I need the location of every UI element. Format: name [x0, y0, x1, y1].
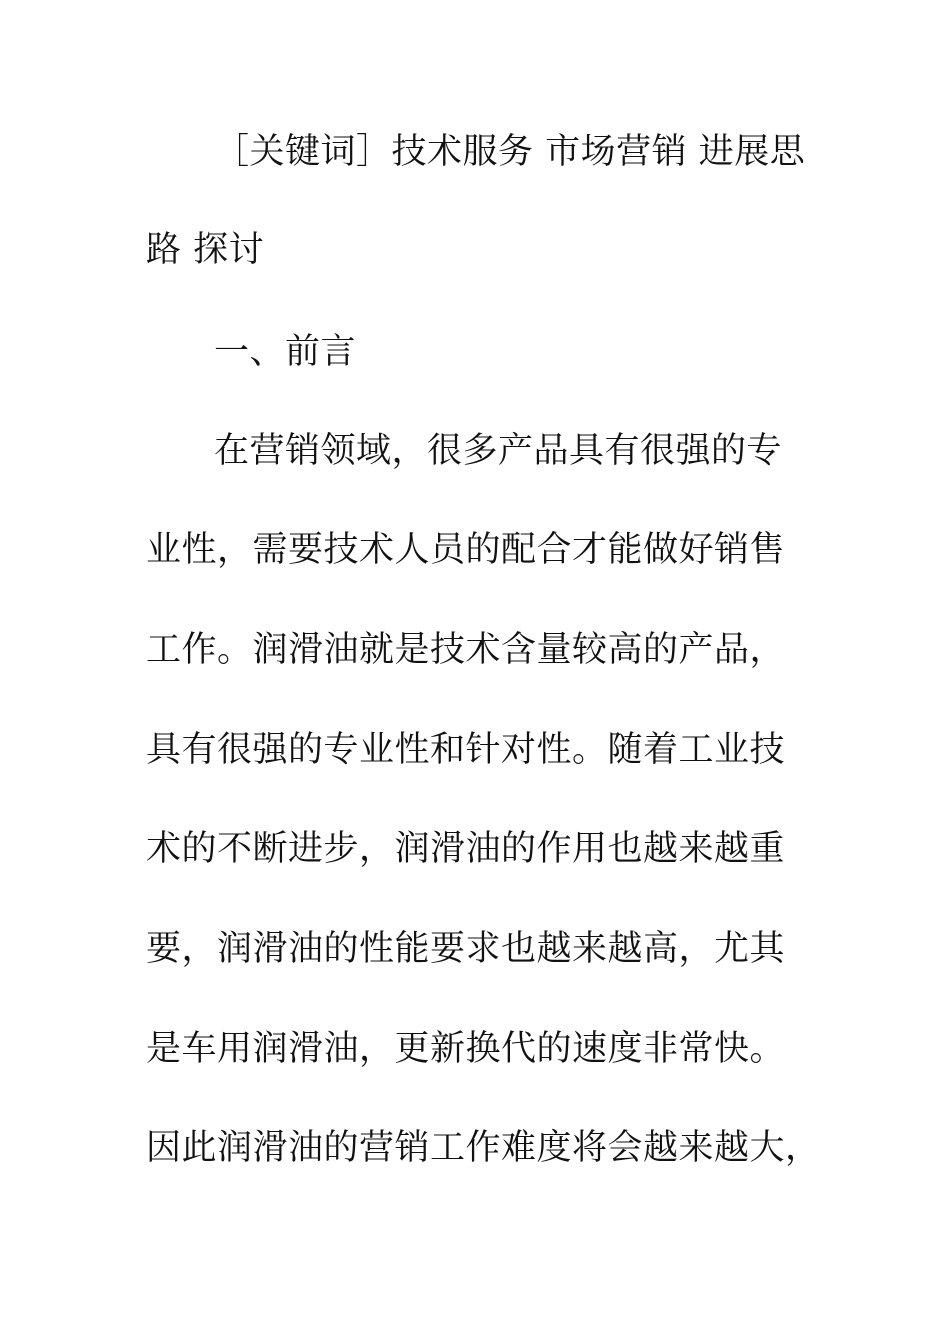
- paragraph-line: 工作。润滑油就是技术含量较高的产品，: [146, 630, 786, 670]
- paragraph-line: 是车用润滑油，更新换代的速度非常快。: [146, 1029, 786, 1069]
- paragraph-line: 要，润滑油的性能要求也越来越高，尤其: [146, 929, 786, 969]
- paragraph-line: 因此润滑油的营销工作难度将会越来越大，: [146, 1128, 821, 1168]
- section-heading-introduction: 一、前言: [214, 332, 357, 372]
- paragraph-line: 在营销领域，很多产品具有很强的专: [214, 431, 783, 471]
- paragraph-line: 业性，需要技术人员的配合才能做好销售: [146, 530, 786, 570]
- keywords-line: ［关键词］技术服务 市场营销 进展思: [214, 132, 806, 172]
- paragraph-line: 具有很强的专业性和针对性。随着工业技: [146, 730, 786, 770]
- paragraph-line: 术的不断进步，润滑油的作用也越来越重: [146, 829, 786, 869]
- keywords-line-continued: 路 探讨: [146, 230, 265, 270]
